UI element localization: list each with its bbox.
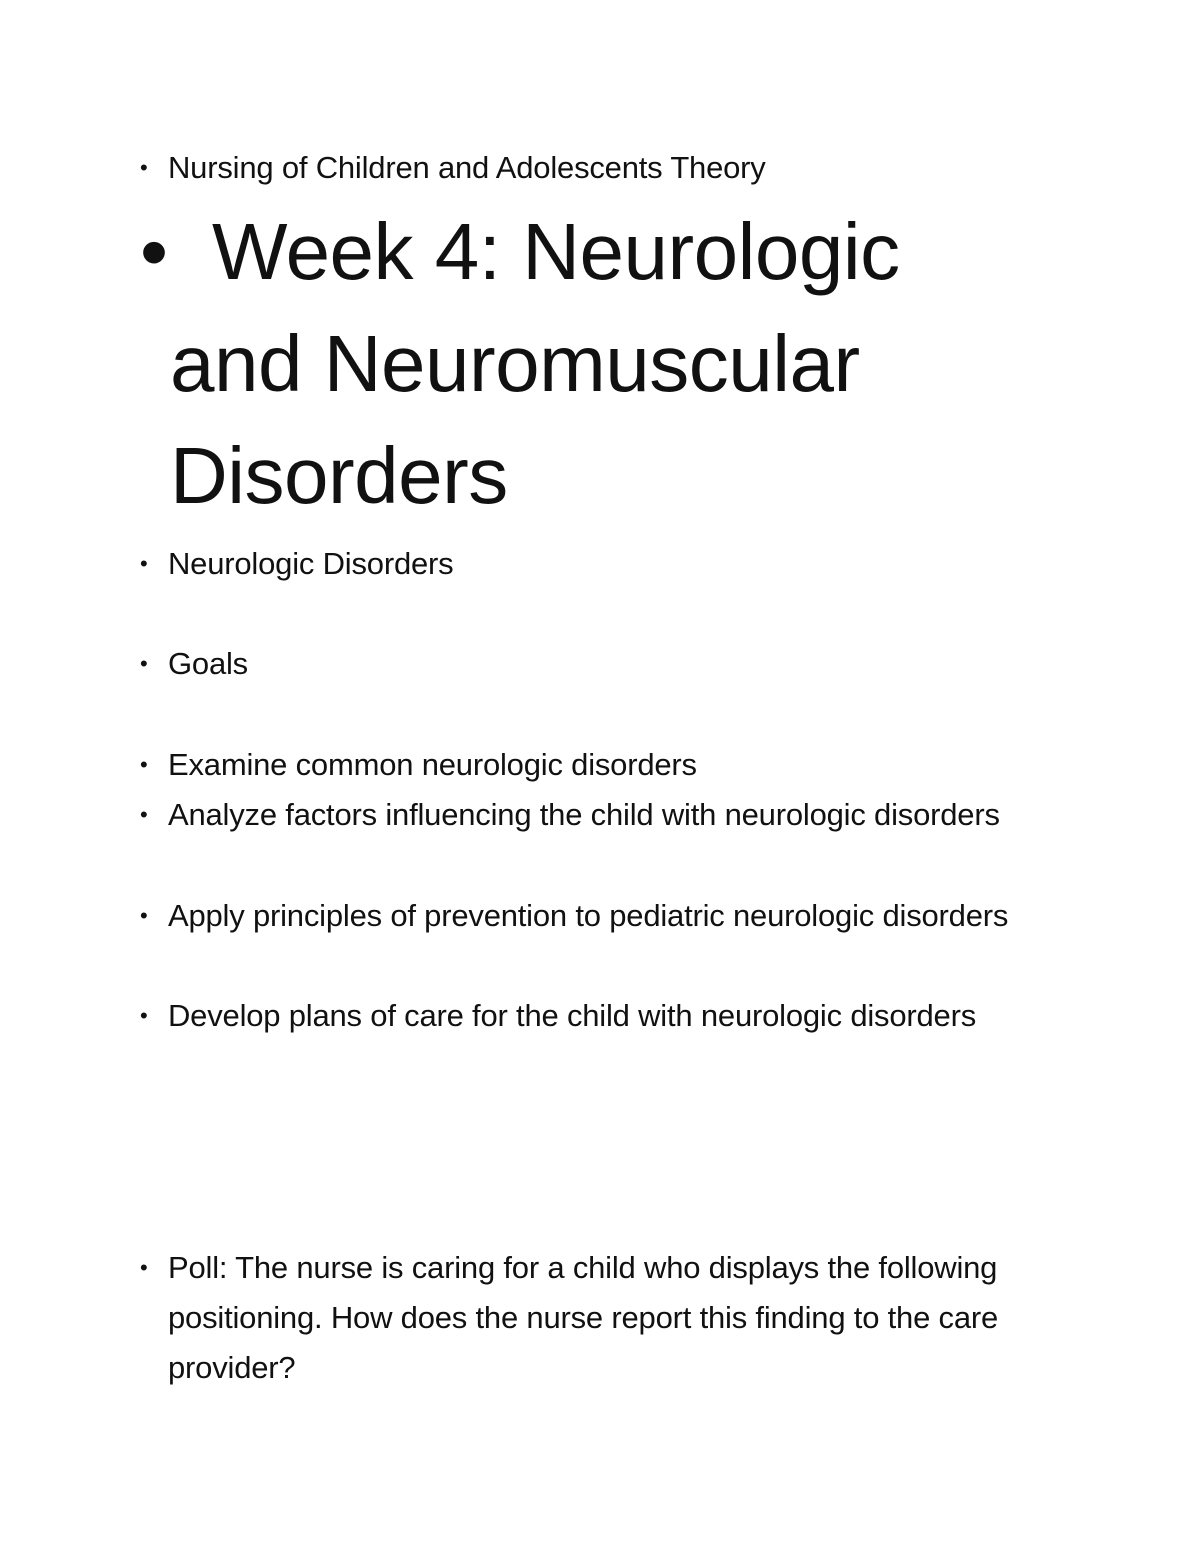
poll-text: Poll: The nurse is caring for a child who displays the following positioning. How does the nurse report this finding to the care provider? — [168, 1250, 999, 1385]
goal-text: Analyze factors influencing the child with neurologic disorders — [168, 797, 1000, 832]
page-title: Week 4: Neurologic and Neuromuscular Disorders — [170, 207, 900, 520]
goal-text: Examine common neurologic disorders — [168, 747, 697, 782]
course-line-item — [140, 143, 1080, 193]
bullet-icon: • — [140, 155, 148, 180]
goal-text: Develop plans of care for the child with neurologic disorders — [168, 998, 977, 1033]
goal-item — [140, 790, 1080, 840]
title-item — [140, 196, 1000, 532]
section-heading: Neurologic Disorders — [168, 546, 454, 581]
goals-heading: Goals — [168, 646, 248, 681]
bullet-icon: • — [140, 802, 148, 827]
bullet-icon: • — [140, 752, 148, 777]
goal-text: Apply principles of prevention to pediatric neurologic disorders — [168, 898, 1009, 933]
bullet-icon: • — [140, 207, 168, 296]
section-item — [140, 539, 1080, 589]
goals-heading-item — [140, 639, 1080, 689]
bullet-icon: • — [140, 551, 148, 576]
course-line: Nursing of Children and Adolescents Theory — [168, 150, 766, 185]
goal-item — [140, 991, 1080, 1041]
bullet-icon: • — [140, 903, 148, 928]
goal-item — [140, 740, 1080, 790]
bullet-icon: • — [140, 1255, 148, 1280]
bullet-icon: • — [140, 1003, 148, 1028]
poll-item — [140, 1243, 1080, 1393]
bullet-icon: • — [140, 651, 148, 676]
goal-item — [140, 891, 1080, 941]
